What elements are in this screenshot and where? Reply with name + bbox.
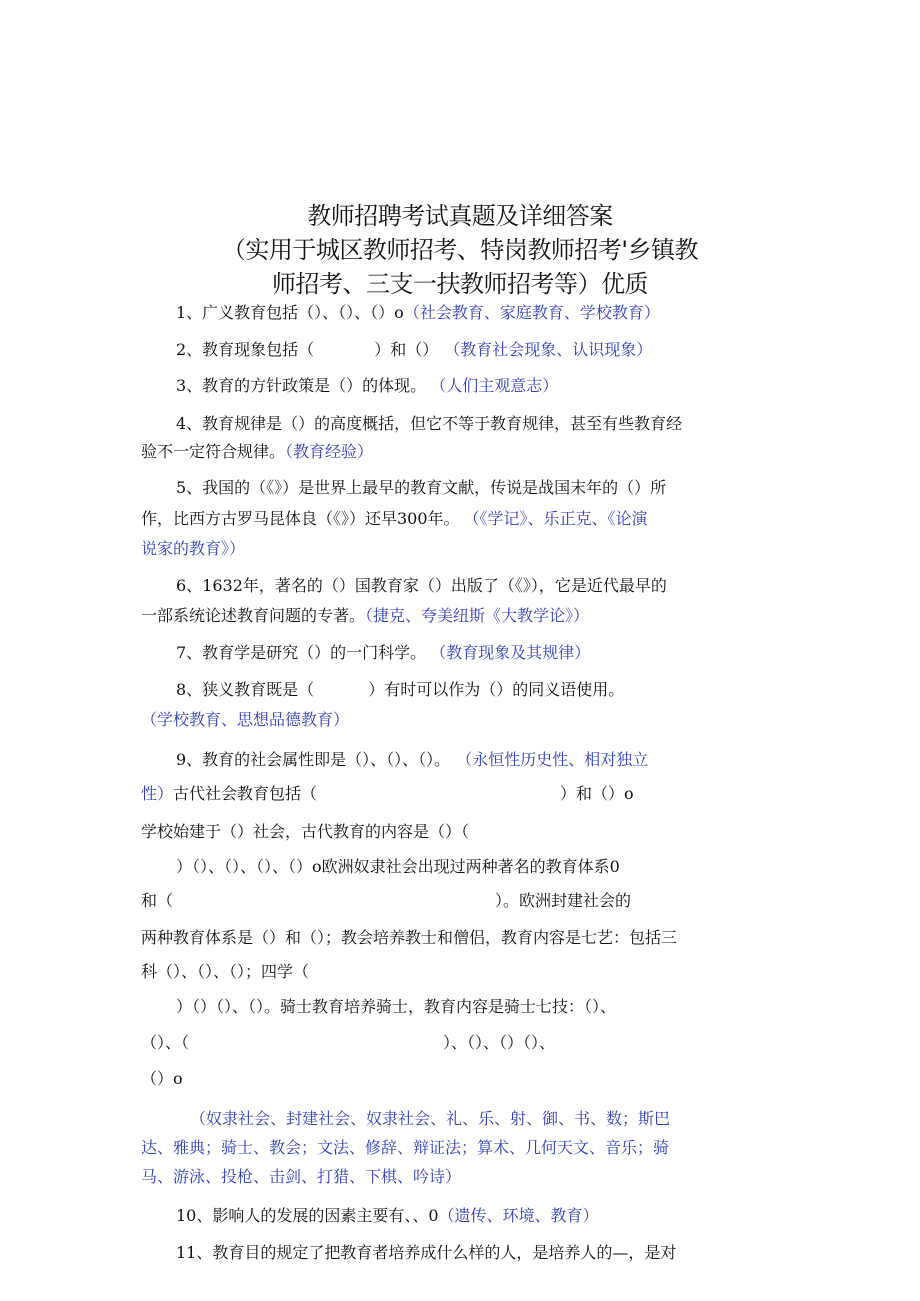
question-text: ）有时可以作为（）的同义语使用。	[368, 680, 625, 699]
answer-text: （永恒性历史性、相对独立	[456, 750, 649, 769]
question-text: 9、教育的社会属性即是（）、（）、（）。	[176, 750, 451, 769]
answer-text: （教育现象及其规律）	[430, 643, 591, 662]
question-5-answer-line: 说家的教育》）	[141, 539, 246, 558]
answer-text: （人们主观意志）	[430, 376, 559, 395]
question-text: 8、狭义教育既是（	[176, 680, 315, 699]
question-text: 一部系统论述教育问题的专著。	[141, 606, 366, 625]
question-2	[176, 340, 652, 360]
question-6-line-1: 6、1632年，著名的（）国教育家（）出版了（《》），它是近代最早的	[176, 576, 667, 595]
question-3	[176, 376, 558, 396]
question-9-answer-line-1: （奴隶社会、封建社会、奴隶社会、礼、乐、射、御、书、数；斯巴	[190, 1109, 671, 1128]
answer-text: （社会教育、家庭教育、学校教育）	[403, 303, 660, 322]
question-10	[176, 1206, 599, 1226]
question-9-line-7: 科（）、（）、（）；四学（	[141, 962, 310, 981]
question-8-answer-line: （学校教育、思想品德教育）	[141, 710, 350, 729]
question-9-line-6: 两种教育体系是（）和（）；教会培养教士和僧侣，教育内容是七艺：包括三	[141, 928, 678, 947]
answer-text: （教育社会现象、认识现象）	[444, 340, 653, 359]
question-text: ）。欧洲封建社会的	[495, 891, 632, 910]
question-9-line-9	[141, 1033, 555, 1053]
question-text: 作，比西方古罗马昆体良（《》）还早300年。	[141, 509, 460, 528]
question-9-line-10: （）o	[141, 1069, 183, 1088]
title-line-1: 教师招聘考试真题及详细答案	[307, 202, 613, 230]
answer-text: （教育经验）	[285, 442, 374, 461]
question-7	[176, 643, 590, 663]
question-text: 2、教育现象包括（	[176, 340, 315, 359]
question-text: 验不一定符合规律。	[141, 442, 286, 461]
question-text: 10、影响人的发展的因素主要有、、0	[176, 1206, 439, 1225]
answer-text: （遗传、环境、教育）	[438, 1206, 599, 1225]
title-line-2: （实用于城区教师招考、特岗教师招考'乡镇教	[221, 236, 699, 264]
question-8	[176, 680, 624, 700]
question-9-line-8: ）（）（）、（）。骑士教育培养骑士，教育内容是骑士七技：（）、	[176, 997, 617, 1016]
answer-text: （《学记》、乐正克、《论演	[463, 509, 648, 528]
question-5-line-2	[141, 509, 648, 529]
question-9-line-3: 学校始建于（）社会，古代教育的内容是（）（	[141, 822, 470, 841]
question-text: 古代社会教育包括（	[173, 784, 318, 803]
question-text: （）、（	[141, 1033, 190, 1052]
title-line-3: 师招考、三支一扶教师招考等）优质	[272, 270, 648, 298]
question-9-line-4: ）（）、（）、（）、（）o欧洲奴隶社会出现过两种著名的教育体系0	[176, 857, 620, 876]
question-9-answer-line-3: 马、游泳、投枪、击剑、打猎、下棋、吟诗）	[141, 1167, 462, 1186]
question-text: 7、教育学是研究（）的一门科学。	[176, 643, 427, 662]
question-text: 1、广义教育包括（）、（）、（）o	[176, 303, 404, 322]
question-1	[176, 303, 660, 323]
question-9-answer-line-2: 达、雅典；骑士、教会；文法、修辞、辩证法；算术、几何天文、音乐；骑	[141, 1138, 670, 1157]
question-text: 3、教育的方针政策是（）的体现。	[176, 376, 427, 395]
question-text: ）、（）、（）（）、	[443, 1033, 556, 1052]
question-6-line-2	[141, 606, 589, 626]
question-4-line-1: 4、教育规律是（）的高度概括，但它不等于教育规律，甚至有些教育经	[176, 414, 683, 433]
question-4-line-2	[141, 442, 373, 462]
answer-text: （捷克、夸美纽斯《大教学论》）	[365, 606, 590, 625]
question-text: ）和（）o	[560, 784, 634, 803]
question-9-line-2	[141, 784, 634, 804]
answer-text: 性）	[141, 784, 174, 803]
question-9-line-1	[176, 750, 648, 770]
question-5-line-1: 5、我国的（《》）是世界上最早的教育文献，传说是战国末年的（）所	[176, 478, 667, 497]
question-9-line-5	[141, 891, 631, 911]
question-text: ）和（）	[374, 340, 439, 359]
question-11-line-1: 11、教育目的规定了把教育者培养成什么样的人，是培养人的—，是对	[176, 1243, 677, 1262]
question-text: 和（	[141, 891, 174, 910]
